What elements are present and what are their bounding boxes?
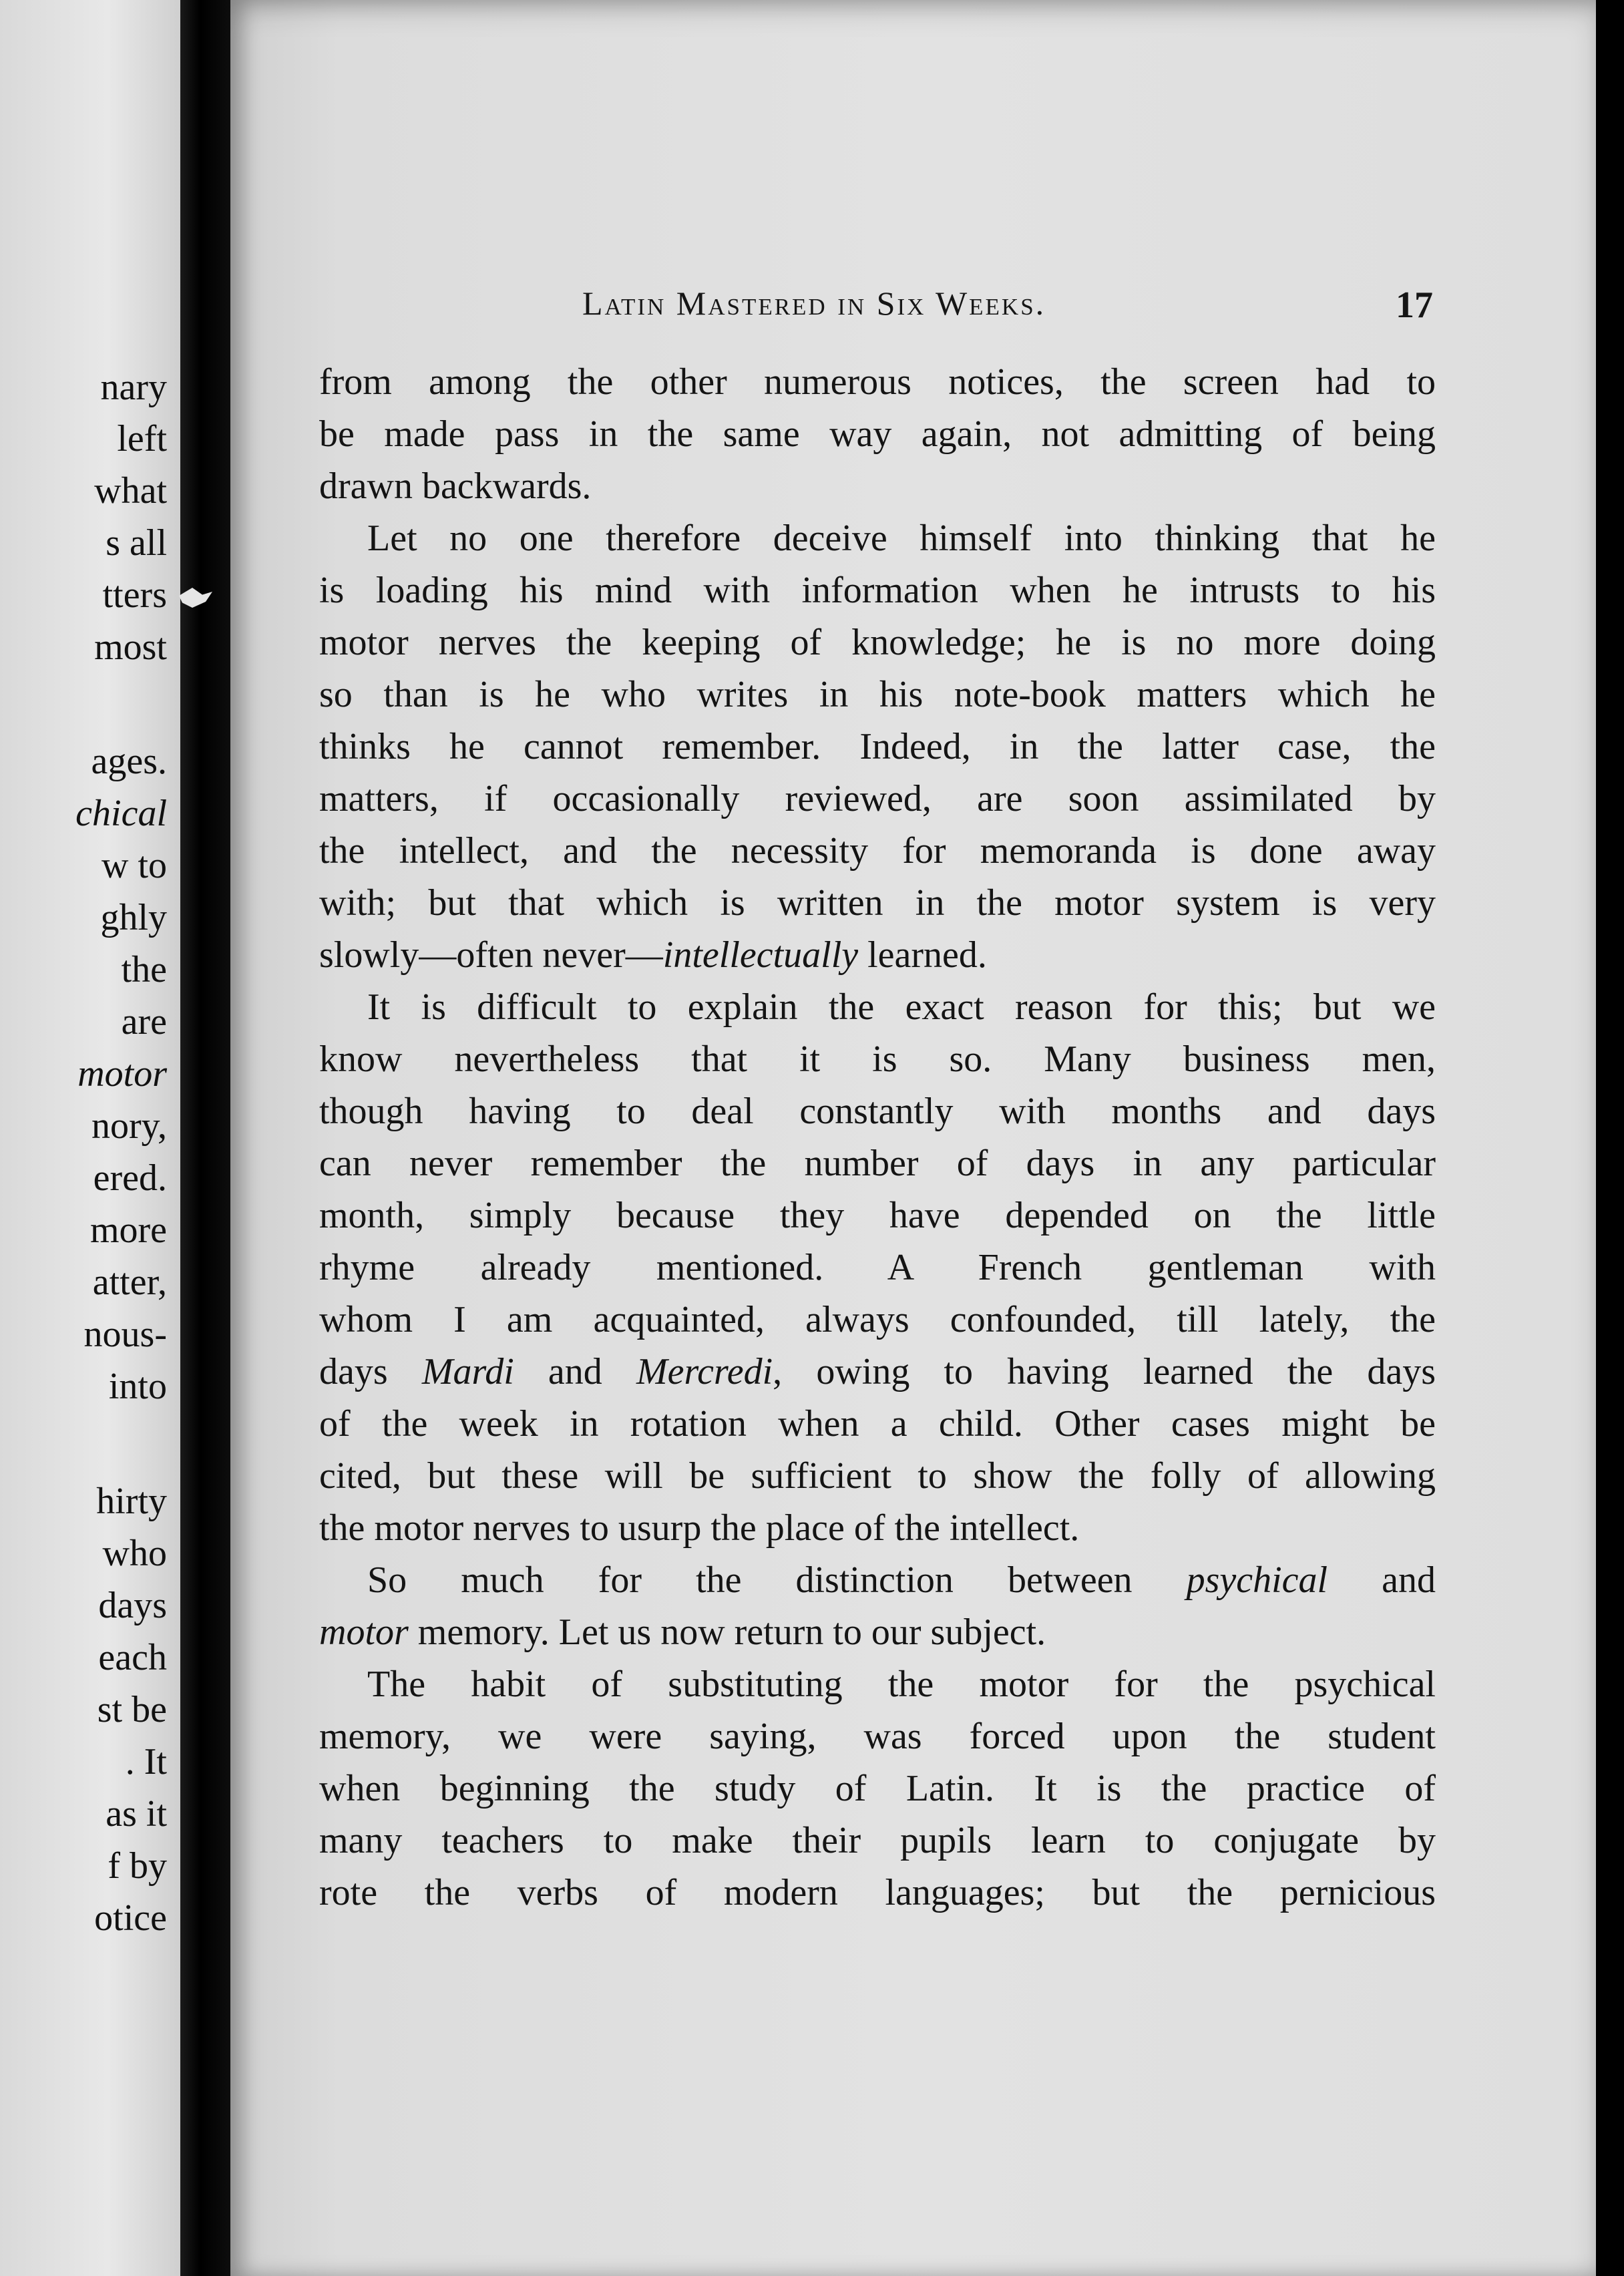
text-run: slowly—often never—	[319, 934, 663, 976]
text-line: rote the verbs of modern languages; but the pernicious	[319, 1872, 1436, 1913]
text-line: the motor nerves to usurp the place of the intellect.	[319, 1507, 1080, 1549]
text-line: many teachers to make their pupils learn to conjugate by	[319, 1820, 1436, 1861]
right-scan-edge	[1596, 0, 1624, 2276]
text-line: drawn backwards.	[319, 465, 592, 507]
italic-word: Mercredi	[636, 1351, 773, 1392]
left-fragment: atter,	[92, 1262, 167, 1303]
left-fragment: most	[94, 626, 167, 668]
left-fragment: motor	[77, 1053, 167, 1095]
text-line: The habit of substituting the motor for the psychical	[367, 1664, 1436, 1705]
text-run: and	[1328, 1559, 1436, 1601]
text-run: So much for the distinction between	[367, 1559, 1187, 1601]
left-fragment: . It	[125, 1741, 167, 1782]
page-number: 17	[1396, 284, 1433, 326]
left-fragment: ages.	[91, 741, 167, 782]
left-fragment: ghly	[100, 897, 167, 938]
italic-word: Mardi	[421, 1351, 514, 1392]
left-fragment: into	[108, 1366, 167, 1407]
left-fragment: f by	[108, 1845, 167, 1887]
text-line: is loading his mind with information when he intrusts to his	[319, 570, 1436, 611]
page-body	[319, 356, 1436, 1919]
text-line: whom I am acquainted, always confounded, till lately, the	[319, 1299, 1436, 1340]
text-run: and	[514, 1351, 636, 1392]
left-fragment: w to	[102, 845, 167, 886]
text-line: memory, we were saying, was forced upon the student	[319, 1716, 1436, 1757]
text-line	[319, 1606, 1436, 1658]
text-line: though having to deal constantly with months and days	[319, 1091, 1436, 1132]
left-fragment: as it	[106, 1793, 167, 1835]
italic-word: motor	[319, 1611, 409, 1653]
text-line: from among the other numerous notices, the screen had to	[319, 361, 1436, 403]
left-fragment: nous-	[83, 1314, 167, 1355]
text-run: memory. Let us now return to our subject.	[408, 1611, 1046, 1653]
left-fragment: st be	[97, 1689, 167, 1730]
text-line: month, simply because they have depended on the little	[319, 1195, 1436, 1236]
left-fragment: more	[89, 1209, 167, 1251]
text-run: learned.	[858, 934, 987, 976]
left-fragment: each	[98, 1637, 167, 1678]
left-fragment: who	[102, 1533, 167, 1574]
text-line: motor nerves the keeping of knowledge; he is no more doing	[319, 622, 1436, 663]
left-fragment: nary	[100, 367, 167, 408]
text-line: It is difficult to explain the exact reason for this; but we	[367, 986, 1436, 1028]
text-run: , owing to having learned the days	[773, 1351, 1436, 1392]
left-fragment: tters	[102, 574, 167, 616]
text-line: thinks he cannot remember. Indeed, in the latter case, the	[319, 726, 1436, 767]
left-fragment: days	[98, 1585, 167, 1626]
book-gutter	[180, 0, 230, 2276]
text-run: days	[319, 1351, 422, 1392]
text-line: of the week in rotation when a child. Other cases might be	[319, 1403, 1436, 1445]
left-fragment: nory,	[91, 1105, 167, 1147]
text-line	[319, 1554, 1436, 1606]
italic-word: psychical	[1186, 1559, 1328, 1601]
left-fragment: ered.	[93, 1157, 167, 1199]
italic-word: intellectually	[662, 934, 859, 976]
text-line: cited, but these will be sufficient to show the folly of allowing	[319, 1455, 1436, 1497]
left-fragment: left	[117, 418, 167, 459]
text-line: so than is he who writes in his note-book matters which he	[319, 674, 1436, 715]
text-line	[319, 929, 1436, 981]
text-line: matters, if occasionally reviewed, are soon assimilated by	[319, 778, 1436, 819]
text-line: the intellect, and the necessity for memoranda is done away	[319, 830, 1436, 872]
text-line	[319, 1346, 1436, 1398]
left-fragment: are	[121, 1001, 167, 1042]
text-line: can never remember the number of days in any particular	[319, 1143, 1436, 1184]
left-page-edge	[0, 0, 180, 2276]
text-line: be made pass in the same way again, not admitting of being	[319, 413, 1436, 455]
text-line: rhyme already mentioned. A French gentleman with	[319, 1247, 1436, 1288]
left-fragment: s all	[106, 522, 167, 564]
text-line: when beginning the study of Latin. It is the practice of	[319, 1768, 1436, 1809]
left-fragment: what	[94, 470, 167, 512]
left-fragment: otice	[94, 1897, 167, 1939]
text-line: with; but that which is written in the motor system is very	[319, 882, 1436, 924]
left-fragment: chical	[75, 793, 167, 834]
left-fragment: hirty	[96, 1481, 167, 1522]
running-head: Latin Mastered in Six Weeks.	[582, 284, 1046, 322]
text-line: Let no one therefore deceive himself into thinking that he	[367, 518, 1436, 559]
text-line: know nevertheless that it is so. Many business men,	[319, 1038, 1436, 1080]
left-fragment: the	[121, 949, 167, 990]
